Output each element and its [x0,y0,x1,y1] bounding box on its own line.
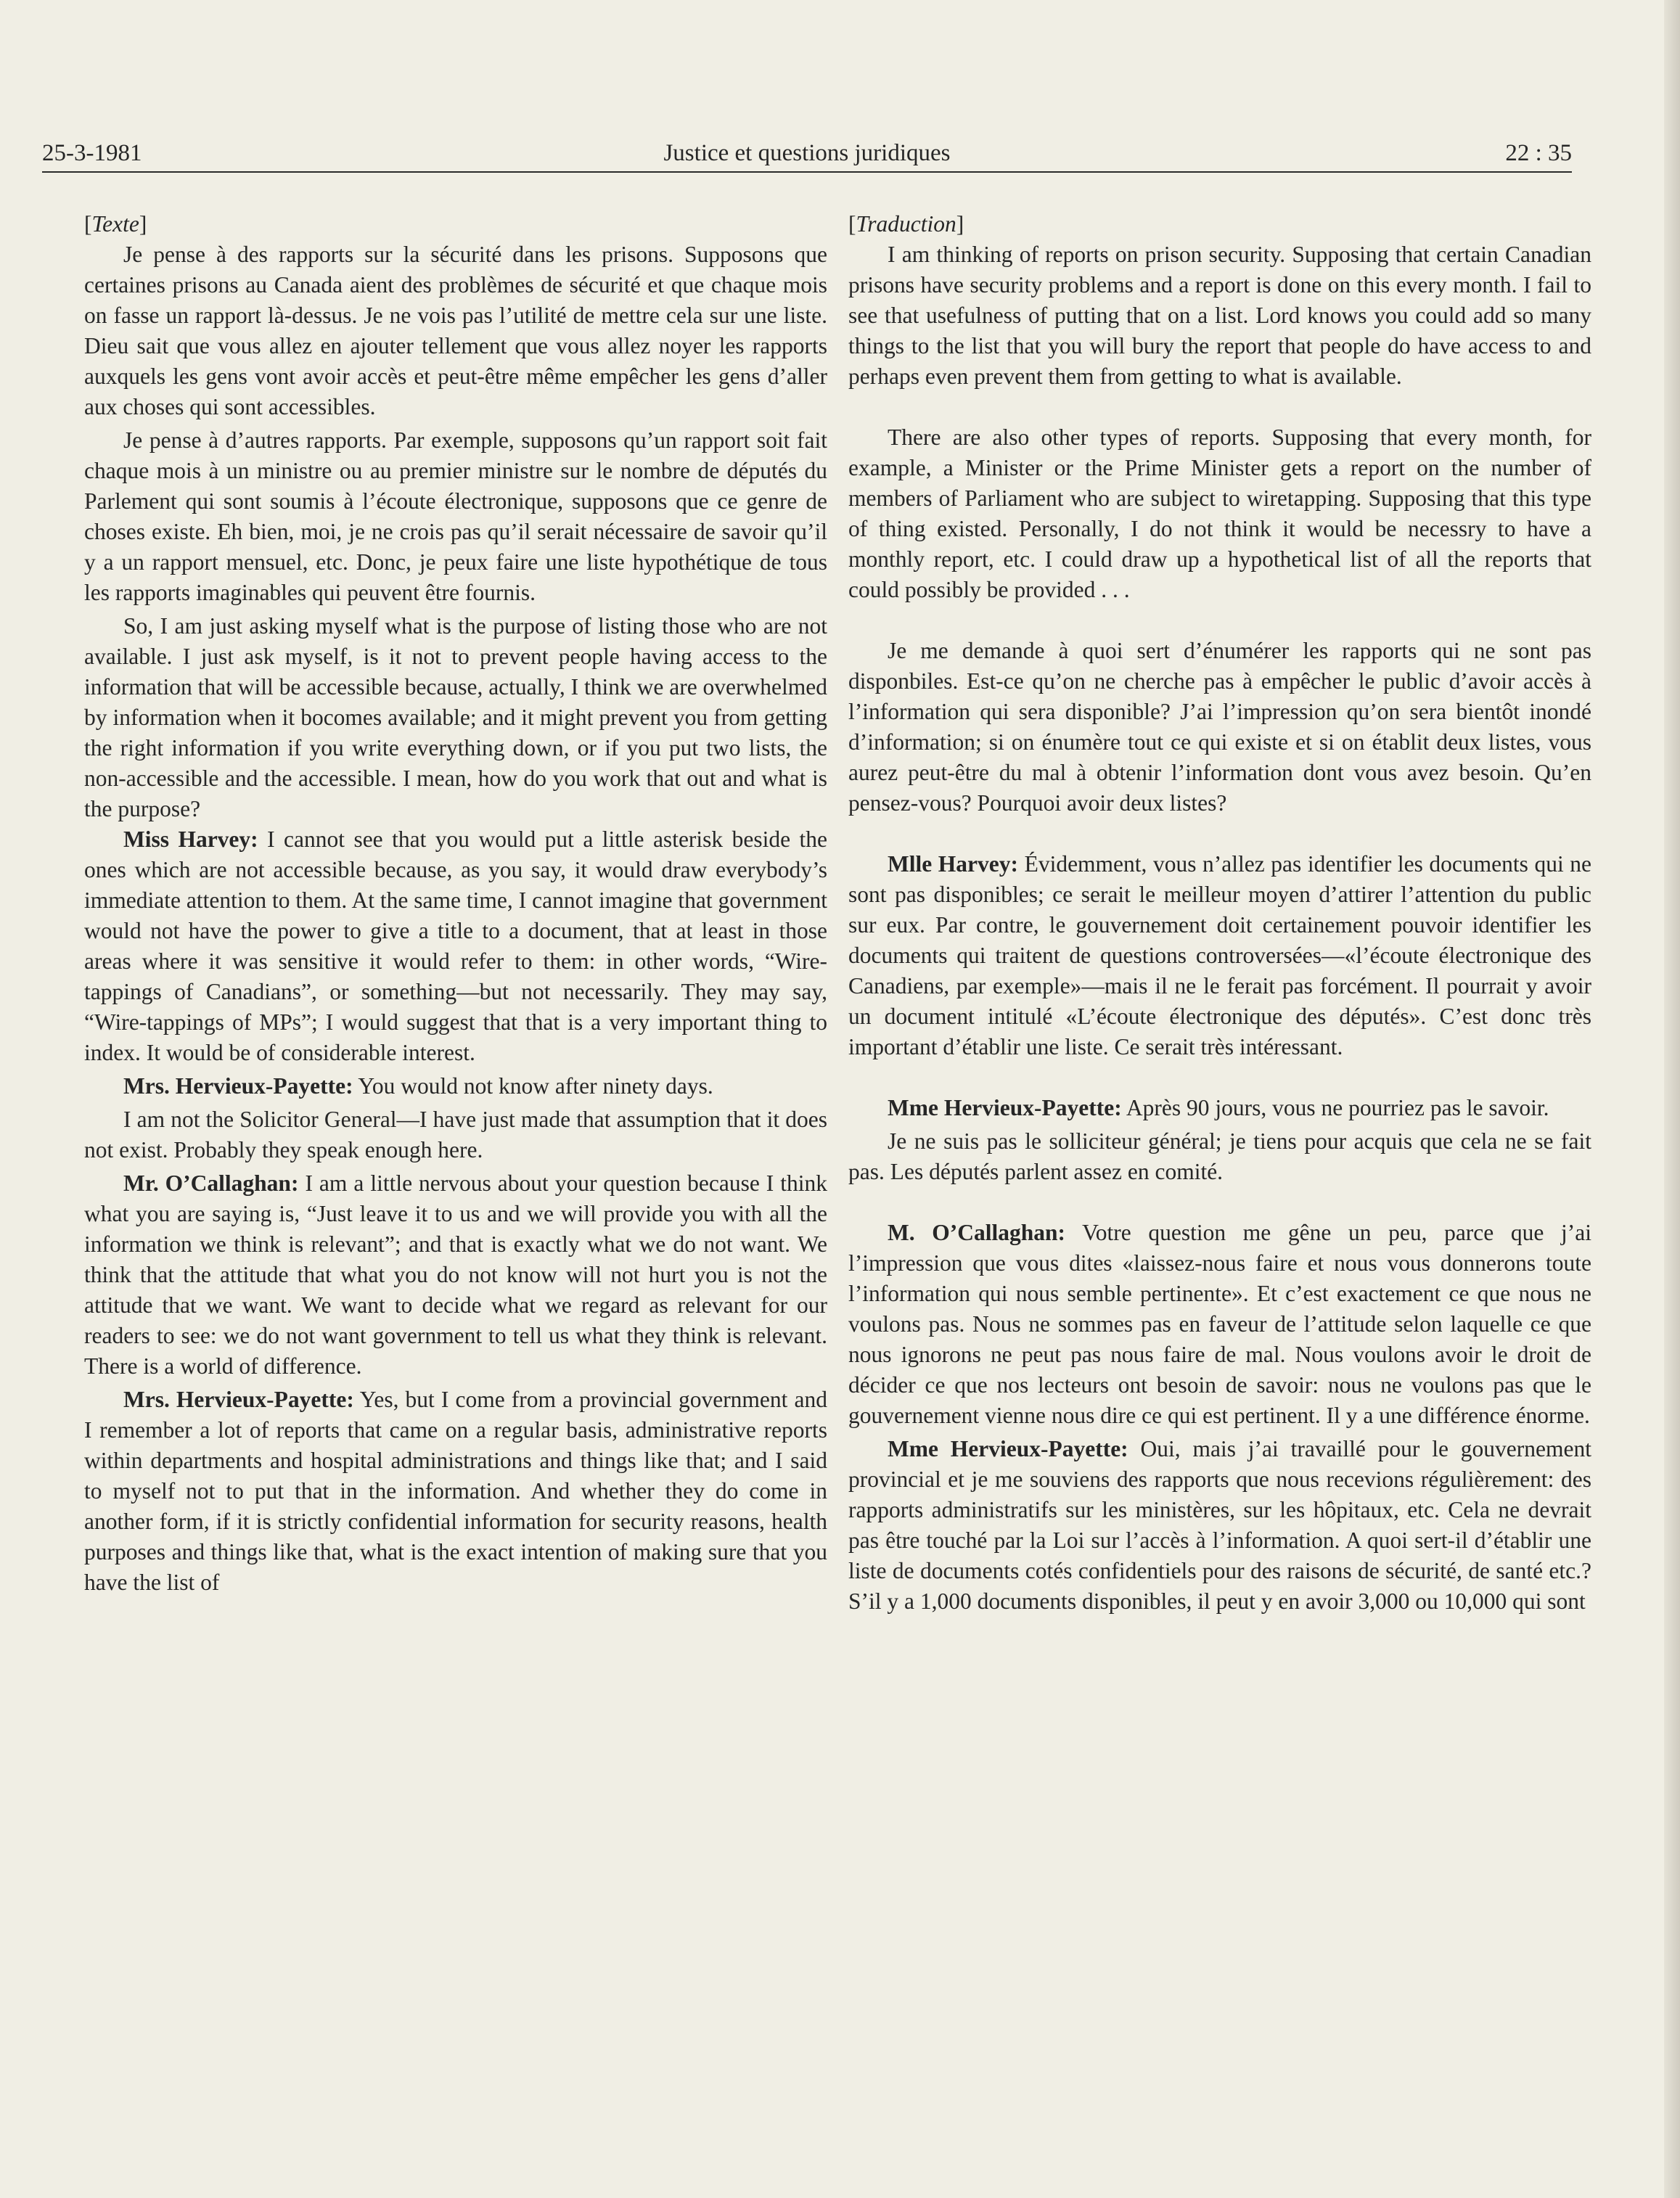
section-label-traduction: [Traduction] [848,211,964,237]
paragraph-speaker-turn: Mr. O’Callaghan: I am a little nervous about your question because I think what you are saying is, “Just leave it to us and we will provide you with all the information we think is relevant”; and that is exactly what we do not want. We think that the attitude that what you do not know will not hurt you is not the attitude that we want. We want to decide what we regard as relevant for our readers to see: we do not want government to tell us what they think is relevant. There is a world of difference. [84,1170,828,1379]
header-page-number: 22 : 35 [1505,140,1572,166]
paragraph: I am thinking of reports on prison security. Supposing that certain Canadian prisons have security problems and a report is done on this every month. I fail to see that usefulness of putting that on a list. Lord knows you could add so many things to the list that you will bury the report that people do have access to and perhaps even prevent them from getting to what is available. [848,242,1591,389]
right-column-translation [848,209,1591,1617]
paragraph: There are also other types of reports. Supposing that every month, for example, a Minister or the Prime Minister gets a report on the number of members of Parliament who are subject to wiretapping. Supposing that this type of thing existed. Personally, I do not think it would be necessry to have a monthly report, etc. I could draw up a hypothetical list of all the reports that could possibly be provided . . . [848,425,1591,602]
paragraph: Je me demande à quoi sert d’énumérer les rapports qui ne sont pas disponbiles. Est-ce qu’on ne cherche pas à empêcher le public d’avoir accès à l’information qui sera disponible? J’ai l’impression qu’on sera bientôt inondé d’information; si on énumère tout ce qui existe et si on établit deux listes, vous aurez peut-être du mal à obtenir l’information dont vous avez besoin. Qu’en pensez-vous? Pourquoi avoir deux listes? [848,638,1591,816]
paragraph-speaker-turn: M. O’Callaghan: Votre question me gêne un peu, parce que j’ai l’impression que vous dites «laissez-nous faire et nous vous donnerons toute l’information qui nous semble pertinente». Et c’est exactement ce que nous ne voulons pas. Nous ne sommes pas en faveur de l’attitude selon laquelle ce que nous ignorons ne peut pas nous faire de mal. Nous voulons avoir le droit de décider ce que nos lecteurs ont besoin de savoir: nous ne voulons pas que le gouvernement vienne nous dire ce qui est pertinent. Il y a une différence énorme. [848,1220,1591,1428]
paragraph: Je pense à des rapports sur la sécurité dans les prisons. Supposons que certaines prisons au Canada aient des problèmes de sécurité et que chaque mois on fasse un rapport là-dessus. Je ne vois pas l’utilité de mettre cela sur une liste. Dieu sait que vous allez en ajouter tellement que vous allez noyer les rapports auxquels les gens vont avoir accès et peut-être même empêcher les gens d’aller aux choses qui sont accessibles. [84,242,827,419]
left-column-original-text [84,209,827,1598]
paragraph-speaker-turn: Mme Hervieux-Payette: Oui, mais j’ai travaillé pour le gouvernement provincial et je me souviens des rapports que nous recevions régulièrement: des rapports administratifs sur les ministères, sur les hôpitaux, etc. Cela ne devrait pas être touché par la Loi sur l’accès à l’information. A quoi sert-il d’établir une liste de documents cotés confidentiels pour des raisons de sécurité, de santé etc.? S’il y a 1,000 documents disponibles, il peut y en avoir 3,000 ou 10,000 qui sont [848,1436,1591,1614]
page-edge-shadow [1664,0,1680,2198]
speaker-name: Mme Hervieux-Payette: [888,1095,1122,1120]
speaker-name: Mrs. Hervieux-Payette: [123,1073,353,1099]
speaker-name: Mrs. Hervieux-Payette: [123,1387,354,1412]
paragraph: Je ne suis pas le solliciteur général; je tiens pour acquis que cela ne se fait pas. Les députés parlent assez en comité. [848,1128,1591,1184]
page-header [42,129,1572,173]
speaker-name: Miss Harvey: [123,827,258,852]
speaker-name: Mme Hervieux-Payette: [888,1436,1128,1461]
speaker-name: Mlle Harvey: [888,851,1018,877]
paragraph-speaker-turn: Mrs. Hervieux-Payette: Yes, but I come from a provincial government and I remember a lot of reports that came on a regular basis, administrative reports within departments and hospital administrations and things like that; and I said to myself not to put that in the information. And whether they do come in another form, if it is strictly confidential information for security reasons, health purposes and things like that, what is the exact intention of making sure that you have the list of [84,1387,827,1595]
paragraph: So, I am just asking myself what is the purpose of listing those who are not available. I just ask myself, is it not to prevent people having access to the information that will be accessible because, actually, I think we are overwhelmed by information when it bocomes available; and it might prevent you from getting the right information if you write everything down, or if you put two lists, the non-accessible and the accessible. I mean, how do you work that out and what is the purpose? [84,613,827,821]
speaker-name: Mr. O’Callaghan: [123,1170,299,1196]
speaker-name: M. O’Callaghan: [888,1220,1066,1245]
paragraph-speaker-turn: Mme Hervieux-Payette: Après 90 jours, vous ne pourriez pas le savoir. [888,1095,1549,1120]
header-title: Justice et questions juridiques [663,140,951,166]
paragraph: I am not the Solicitor General—I have just made that assumption that it does not exist. Probably they speak enough here. [84,1107,827,1162]
section-label-texte: [Texte] [84,211,147,237]
paragraph-speaker-turn: Mlle Harvey: Évidemment, vous n’allez pas identifier les documents qui ne sont pas disponibles; ce serait le meilleur moyen d’attirer l’attention du public sur eux. Par contre, le gouvernement doit certainement pouvoir identifier les documents qui traitent de questions controversées—«l’écoute électronique des Canadiens, par exemple»—mais il ne le ferait pas forcément. Il pourrait y avoir un document intitulé «L’écoute électronique des députés». C’est donc très important d’établir une liste. Ce serait très intéressant. [848,851,1592,1059]
header-date: 25-3-1981 [42,140,142,166]
paragraph-speaker-turn: Miss Harvey: I cannot see that you would put a little asterisk beside the ones which are not accessible because, as you say, it would draw everybody’s immediate attention to them. At the same time, I cannot imagine that government would not have the power to give a title to a document, that at least in those areas where it was sensitive it would refer to them: in other words, “Wire-tappings of Canadians”, or something—but not necessarily. They may say, “Wire-tappings of MPs”; I would suggest that that is a very important thing to index. It would be of considerable interest. [84,827,828,1065]
paragraph-speaker-turn: Mrs. Hervieux-Payette: You would not know after ninety days. [123,1073,713,1099]
paragraph: Je pense à d’autres rapports. Par exemple, supposons qu’un rapport soit fait chaque mois à un ministre ou au premier ministre sur le nombre de députés du Parlement qui sont soumis à l’écoute électronique, supposons que ce genre de choses existe. Eh bien, moi, je ne crois pas qu’il serait nécessaire de savoir qu’il y a un rapport mensuel, etc. Donc, je peux faire une liste hypothétique de tous les rapports imaginables qui peuvent être fournis. [84,427,827,605]
